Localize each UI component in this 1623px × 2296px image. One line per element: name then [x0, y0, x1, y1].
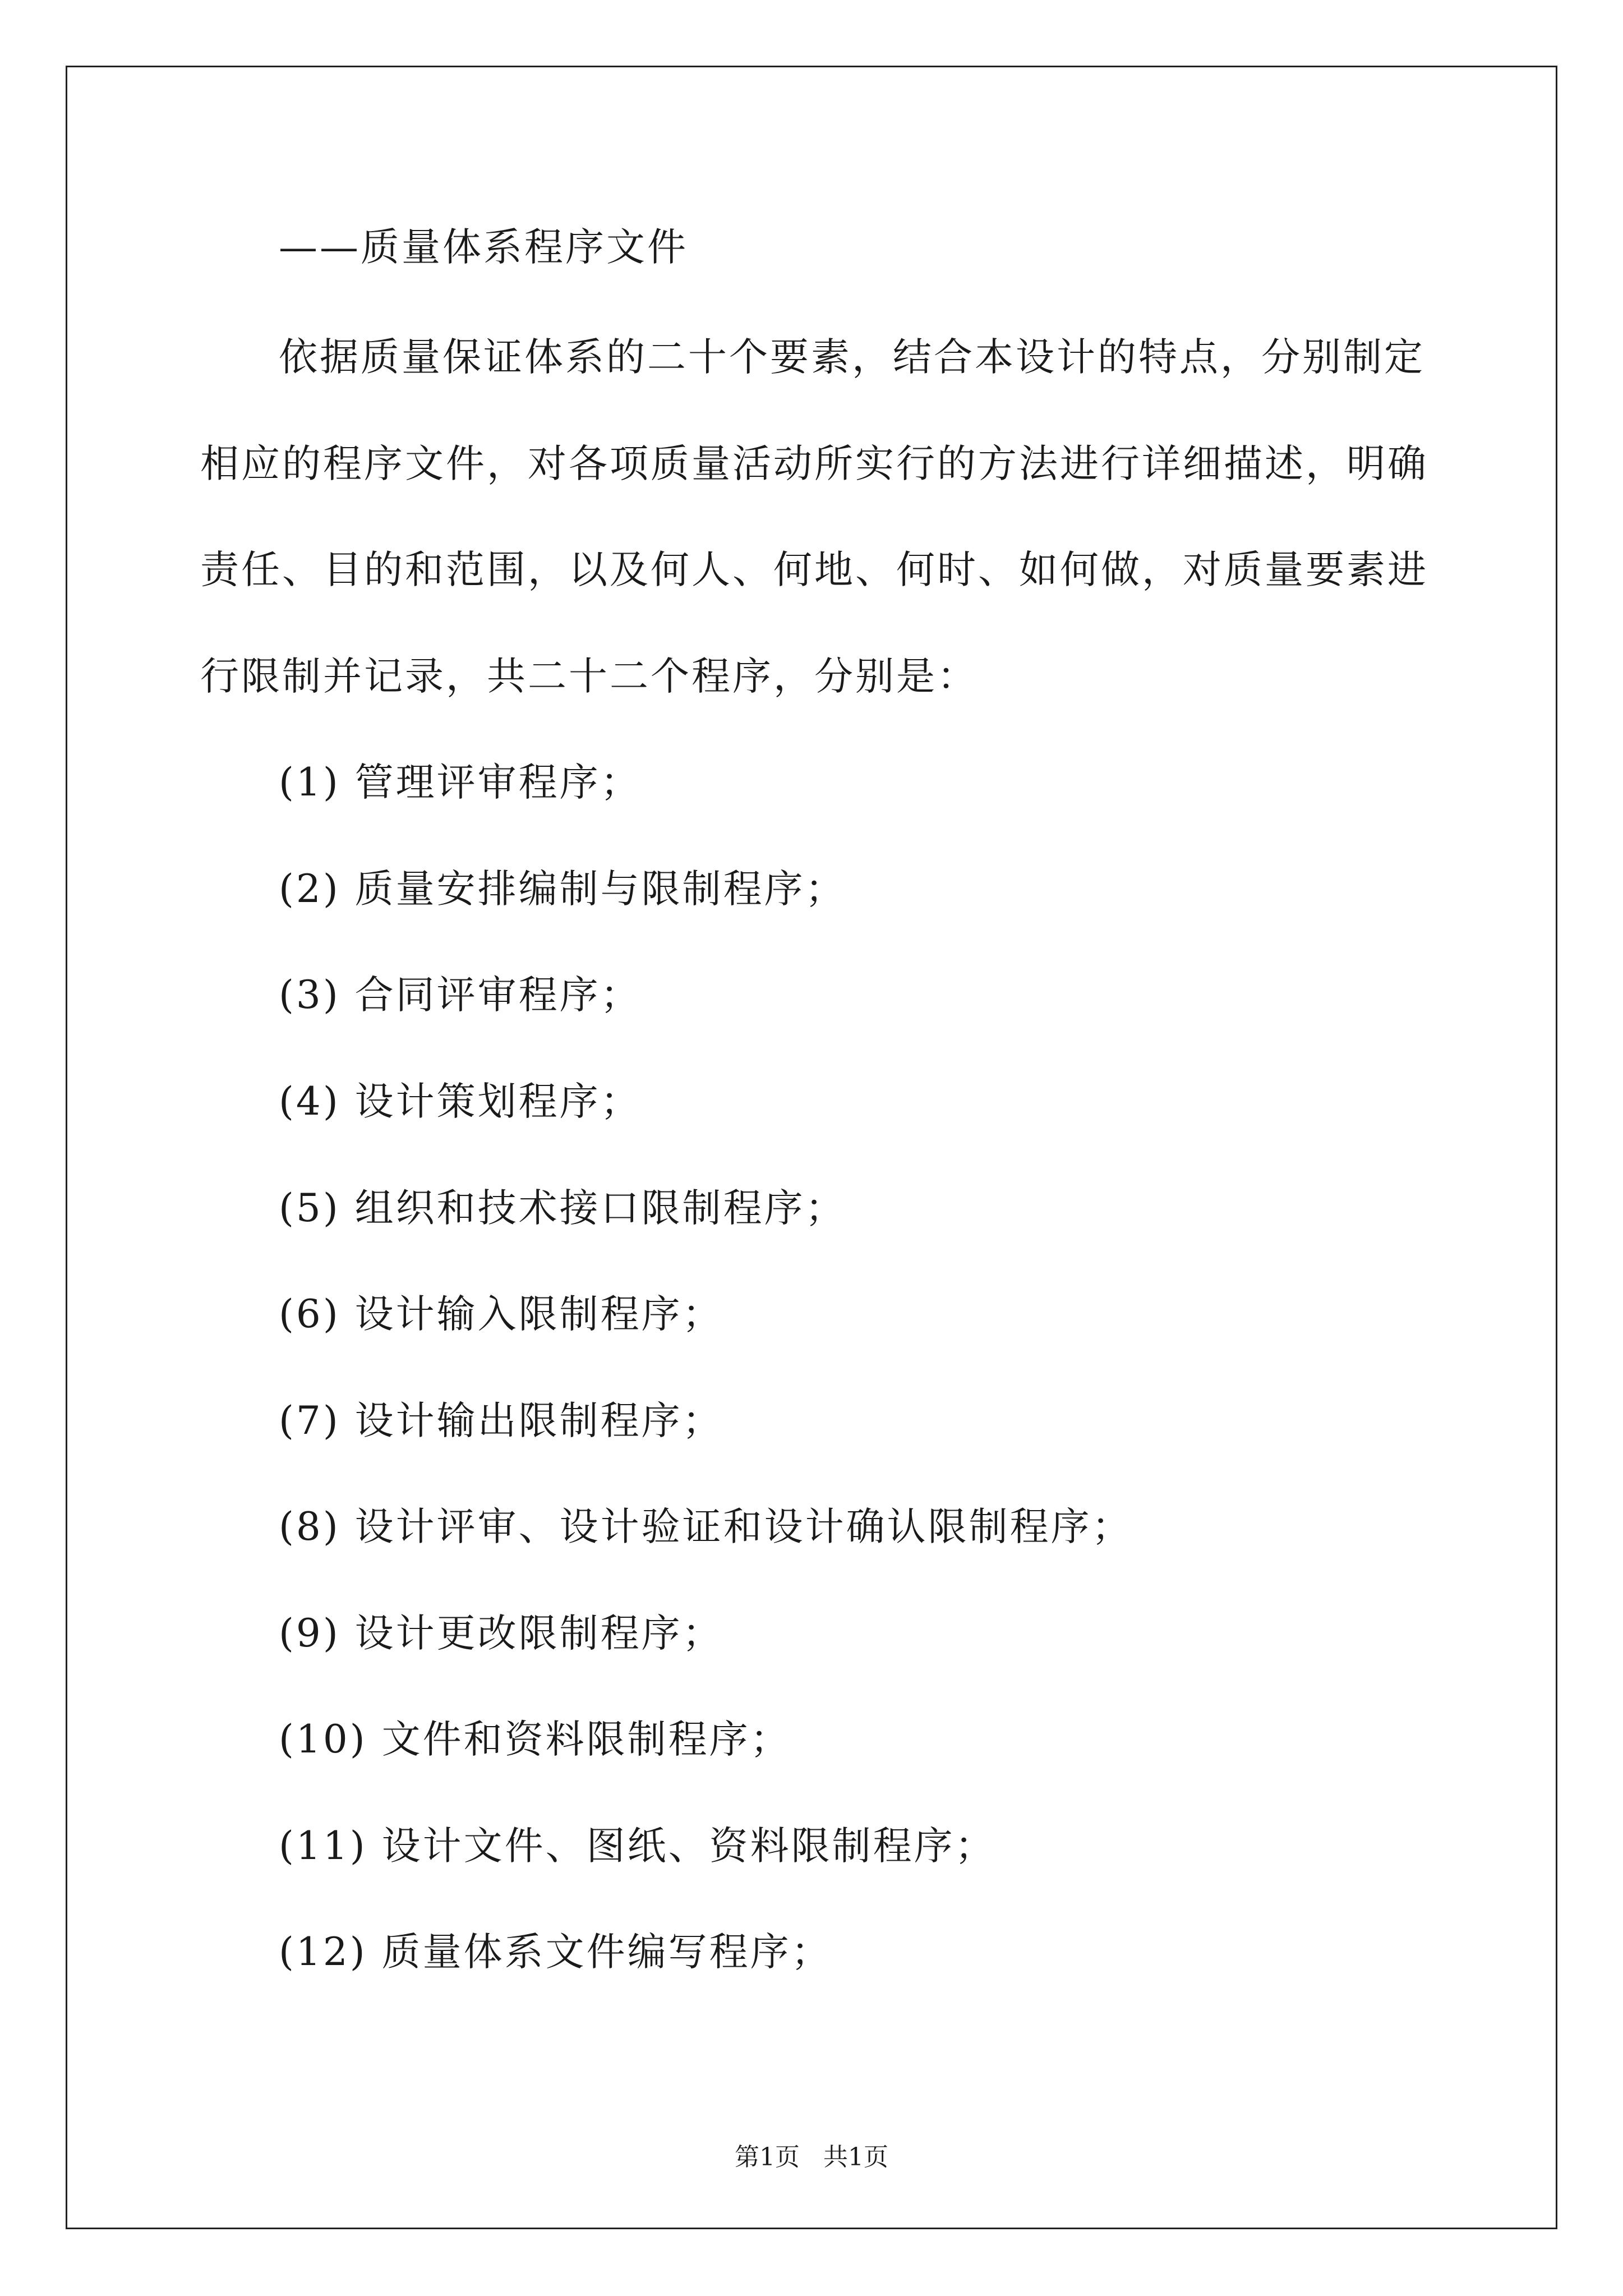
- list-item: (3) 合同评审程序；: [279, 973, 642, 1018]
- page-footer: 第1页 共1页: [735, 2143, 888, 2171]
- page-border: [66, 66, 1557, 2229]
- paragraph-line: 行限制并记录，共二十二个程序，分别是：: [200, 654, 978, 699]
- list-item: (6) 设计输入限制程序；: [279, 1292, 723, 1337]
- list-item: (2) 质量安排编制与限制程序；: [279, 867, 846, 912]
- document-heading: ——质量体系程序文件: [279, 225, 688, 270]
- list-item: (4) 设计策划程序；: [279, 1079, 642, 1124]
- paragraph-line: 相应的程序文件，对各项质量活动所实行的方法进行详细描述，明确: [200, 441, 1428, 486]
- list-item: (11) 设计文件、图纸、资料限制程序；: [279, 1824, 996, 1869]
- list-item: (8) 设计评审、设计验证和设计确认限制程序；: [279, 1504, 1133, 1549]
- list-item: (1) 管理评审程序；: [279, 760, 642, 805]
- list-item: (5) 组织和技术接口限制程序；: [279, 1186, 846, 1231]
- list-item: (9) 设计更改限制程序；: [279, 1611, 723, 1656]
- list-item: (10) 文件和资料限制程序；: [279, 1717, 791, 1762]
- list-item: (7) 设计输出限制程序；: [279, 1398, 723, 1443]
- list-item: (12) 质量体系文件编写程序；: [279, 1930, 832, 1975]
- paragraph-line: 依据质量保证体系的二十个要素，结合本设计的特点，分别制定: [279, 335, 1425, 380]
- paragraph-line: 责任、目的和范围，以及何人、何地、何时、如何做，对质量要素进: [200, 547, 1428, 592]
